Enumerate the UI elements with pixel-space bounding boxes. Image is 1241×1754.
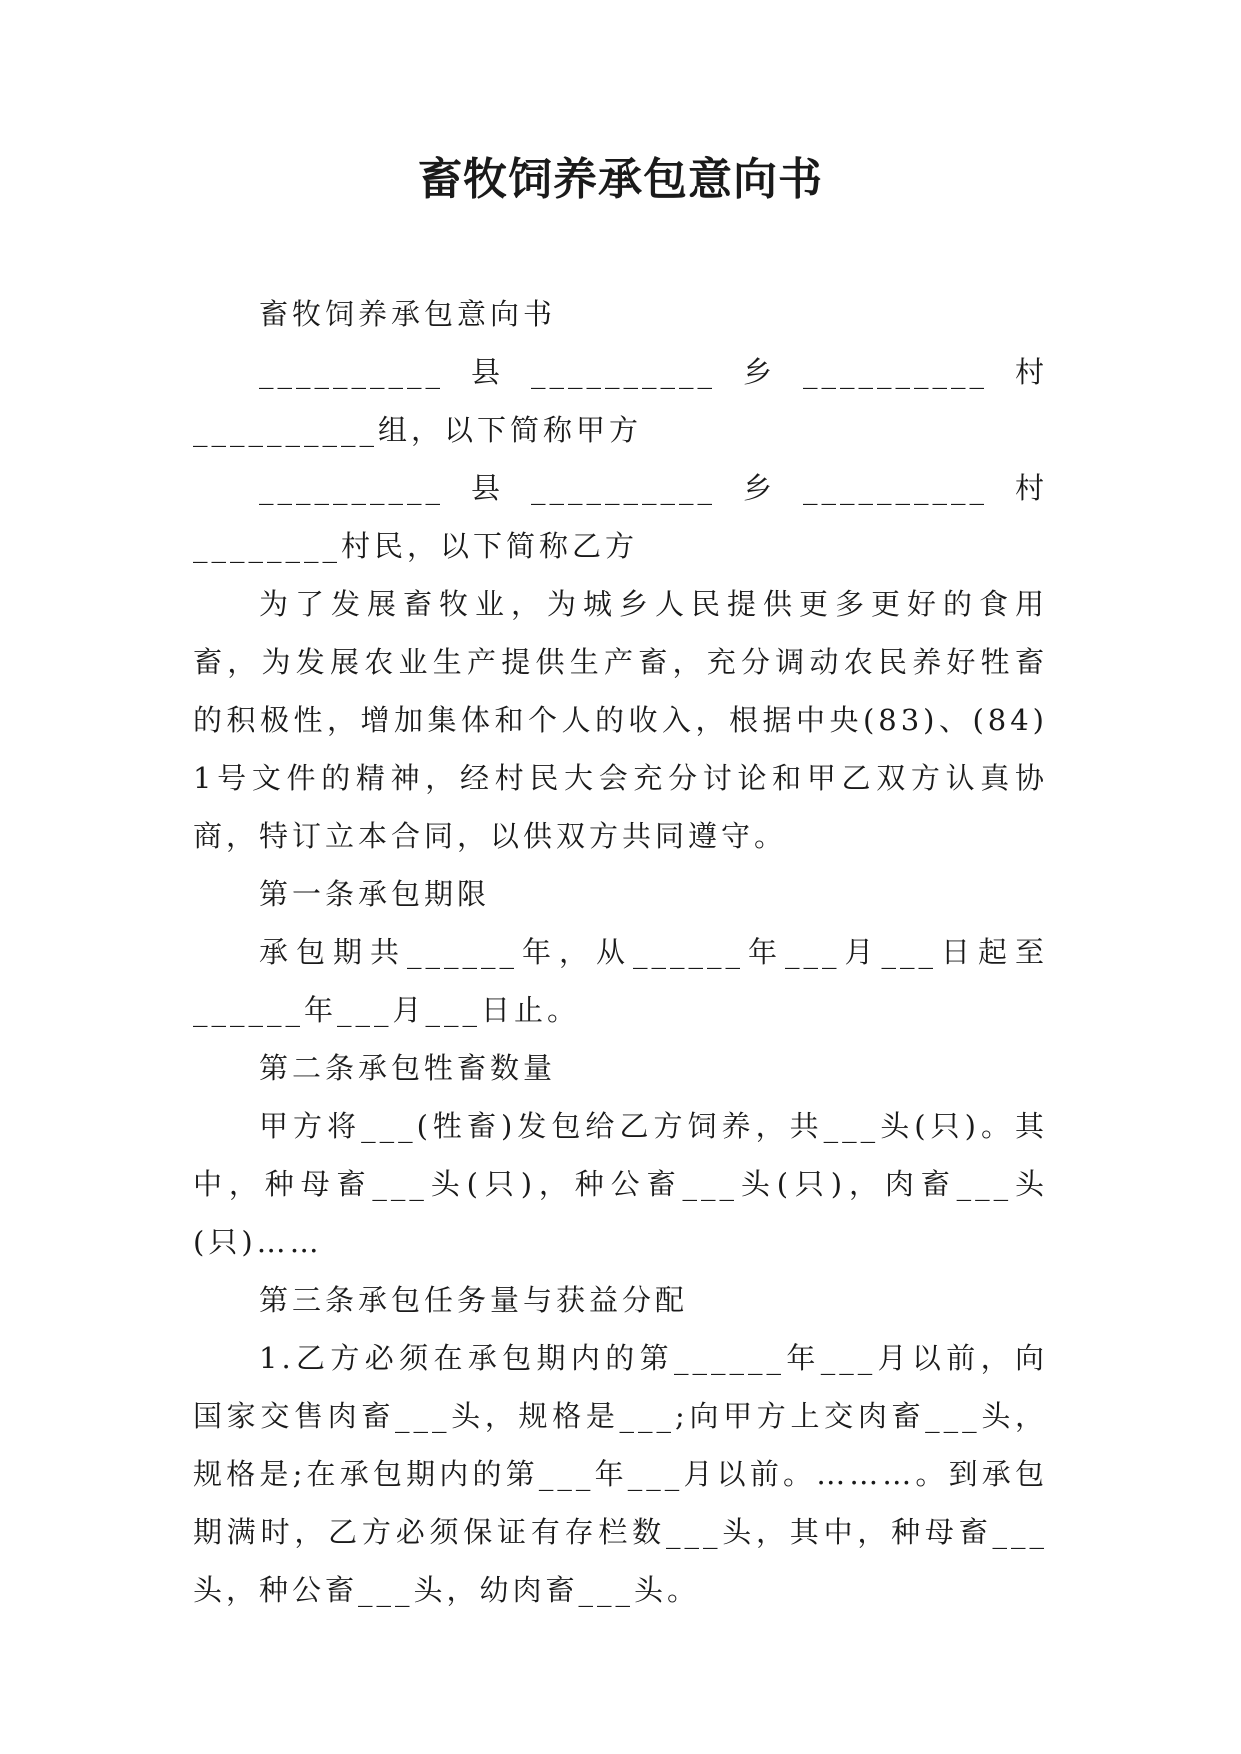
- article-3-text: 1.乙方必须在承包期内的第______年___月以前，向国家交售肉畜___头，规格是___;向甲方上交肉畜___头，规格是;在承包期内的第___年___月以前。………。到承包期满时，乙方必须保证有存栏数___头，其中，种母畜___头，种公畜___头，幼肉畜___头。: [193, 1341, 1048, 1607]
- article-3-heading: 第三条承包任务量与获益分配: [259, 1283, 689, 1317]
- article-1-heading: 第一条承包期限: [259, 877, 491, 911]
- article-2-text: 甲方将___(牲畜)发包给乙方饲养，共___头(只)。其中，种母畜___头(只)，种公畜___头(只)，肉畜___头(只)……: [193, 1109, 1048, 1259]
- article-2-heading: 第二条承包牲畜数量: [259, 1051, 557, 1085]
- paragraph-party-a: __________县__________乡__________村__________组，以下简称甲方: [193, 355, 1048, 447]
- paragraph-purpose: 为了发展畜牧业，为城乡人民提供更多更好的食用畜，为发展农业生产提供生产畜，充分调动农民养好牲畜的积极性，增加集体和个人的收入，根据中央(83)、(84) 1号文件的精神，经村民大会充分讨论和甲乙双方认真协商，特订立本合同，以供双方共同遵守。: [193, 587, 1048, 853]
- document-title: 畜牧饲养承包意向书: [418, 154, 823, 205]
- paragraph-party-b: __________县__________乡__________村________村民，以下简称乙方: [193, 471, 1048, 563]
- article-1-text: 承包期共______年，从______年___月___日起至______年___月___日止。: [193, 935, 1048, 1027]
- paragraph-heading: 畜牧饲养承包意向书: [259, 297, 557, 331]
- document-body: [193, 285, 1048, 1619]
